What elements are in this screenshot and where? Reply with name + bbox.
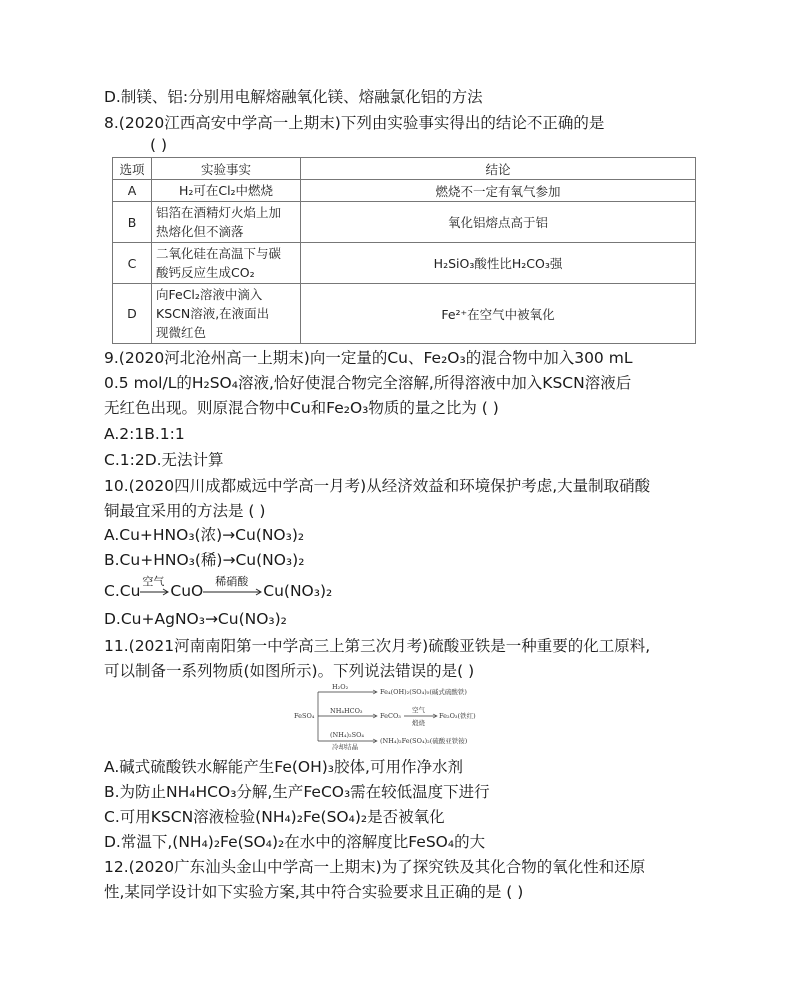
fact-line: KSCN溶液,在液面出 <box>156 306 270 321</box>
branch-2-product: FeCO₃ <box>380 712 401 720</box>
question-11-option-b: B.为防止NH₄HCO₃分解,生产FeCO₃需在较低温度下进行 <box>104 783 490 801</box>
table-header-row <box>113 158 696 180</box>
table-row <box>113 243 696 284</box>
row-conclusion: Fe²⁺在空气中被氧化 <box>301 284 696 344</box>
table-row <box>113 180 696 202</box>
option-d-line: D.制镁、铝:分别用电解熔融氧化镁、熔融氯化铝的方法 <box>104 88 483 106</box>
option-c-intermediate: CuO <box>170 582 204 600</box>
header-option: 选项 <box>113 158 152 180</box>
table-row <box>113 202 696 243</box>
experiment-table <box>112 157 696 344</box>
question-11-stem-line-2: 可以制备一系列物质(如图所示)。下列说法错误的是( ) <box>104 662 475 680</box>
row-fact <box>152 202 301 243</box>
branch-3-reagent: (NH₄)₂SO₄ <box>330 731 365 739</box>
question-8-stem: 8.(2020江西高安中学高一上期末)下列由实验事实得出的结论不正确的是 <box>104 114 605 132</box>
question-8-answer-blank: ( ) <box>150 136 168 154</box>
row-option: C <box>113 243 152 284</box>
question-9-options-cd: C.1:2D.无法计算 <box>104 451 224 469</box>
question-9-options-ab: A.2:1B.1:1 <box>104 425 185 443</box>
branch-3-product: (NH₄)₂Fe(SO₄)₂(硫酸亚铁铵) <box>380 737 468 745</box>
question-10-stem-line-2: 铜最宜采用的方法是 ( ) <box>104 502 266 520</box>
question-10-stem-line-1: 10.(2020四川成都威远中学高一月考)从经济效益和环境保护考虑,大量制取硝酸 <box>104 477 651 495</box>
row-fact <box>152 284 301 344</box>
branch-2-final: Fe₂O₃(铁红) <box>439 712 476 720</box>
question-11-option-d: D.常温下,(NH₄)₂Fe(SO₄)₂在水中的溶解度比FeSO₄的大 <box>104 833 486 851</box>
arrow-acid-label: 稀硝酸 <box>215 574 249 588</box>
option-c-reactant: C.Cu <box>104 582 141 600</box>
question-9-stem-line-1: 9.(2020河北沧州高一上期末)向一定量的Cu、Fe₂O₃的混合物中加入300 mL <box>104 349 633 367</box>
row-option: B <box>113 202 152 243</box>
question-9-stem-line-3: 无红色出现。则原混合物中Cu和Fe₂O₃物质的量之比为 ( ) <box>104 399 499 417</box>
branch-2-air: 空气 <box>412 706 425 714</box>
row-option: A <box>113 180 152 202</box>
question-10-option-d: D.Cu+AgNO₃→Cu(NO₃)₂ <box>104 610 287 628</box>
fact-line: 热熔化但不滴落 <box>156 224 244 239</box>
question-10-option-b: B.Cu+HNO₃(稀)→Cu(NO₃)₂ <box>104 551 305 569</box>
row-fact <box>152 243 301 284</box>
question-11-stem-line-1: 11.(2021河南南阳第一中学高三上第三次月考)硫酸亚铁是一种重要的化工原料, <box>104 637 651 655</box>
question-10-option-c <box>104 574 333 602</box>
fact-line: 二氧化硅在高温下与碳 <box>156 246 282 261</box>
question-12-stem-line-1: 12.(2020广东汕头金山中学高一上期末)为了探究铁及其化合物的氧化性和还原 <box>104 858 646 876</box>
question-11-option-a: A.碱式硫酸铁水解能产生Fe(OH)₃胶体,可用作净水剂 <box>104 758 463 776</box>
row-conclusion: H₂SiO₃酸性比H₂CO₃强 <box>301 243 696 284</box>
arrow-air-label: 空气 <box>142 574 165 588</box>
arrow-air <box>140 574 170 596</box>
row-fact: H₂可在Cl₂中燃烧 <box>152 180 301 202</box>
row-option: D <box>113 284 152 344</box>
branch-1-reagent: H₂O₂ <box>332 683 349 691</box>
fact-line: 酸钙反应生成CO₂ <box>156 265 255 280</box>
branch-3-condition: 冷却结晶 <box>332 743 358 751</box>
header-fact: 实验事实 <box>152 158 301 180</box>
diagram-start: FeSO₄ <box>294 712 315 720</box>
arrow-acid <box>203 574 263 596</box>
table-row <box>113 284 696 344</box>
question-10-option-a: A.Cu+HNO₃(浓)→Cu(NO₃)₂ <box>104 526 305 544</box>
question-11-option-c: C.可用KSCN溶液检验(NH₄)₂Fe(SO₄)₂是否被氧化 <box>104 808 445 826</box>
fact-line: 现微红色 <box>156 325 207 340</box>
row-conclusion: 燃烧不一定有氧气参加 <box>301 180 696 202</box>
branch-1-product: Fe₄(OH)₂(SO₄)₅(碱式硫酸铁) <box>380 688 467 696</box>
question-9-stem-line-2: 0.5 mol/L的H₂SO₄溶液,恰好使混合物完全溶解,所得溶液中加入KSCN溶液后 <box>104 374 632 392</box>
row-conclusion: 氧化铝熔点高于铝 <box>301 202 696 243</box>
fact-line: 铝箔在酒精灯火焰上加 <box>156 205 282 220</box>
question-12-stem-line-2: 性,某同学设计如下实验方案,其中符合实验要求且正确的是 ( ) <box>104 883 524 901</box>
header-conclusion: 结论 <box>301 158 696 180</box>
branch-2-calcine: 煅烧 <box>412 719 425 727</box>
branch-2-reagent: NH₄HCO₃ <box>330 707 363 715</box>
ferrous-sulfate-reaction-diagram <box>294 681 516 751</box>
fact-line: 向FeCl₂溶液中滴入 <box>156 287 263 302</box>
option-c-product: Cu(NO₃)₂ <box>263 582 333 600</box>
